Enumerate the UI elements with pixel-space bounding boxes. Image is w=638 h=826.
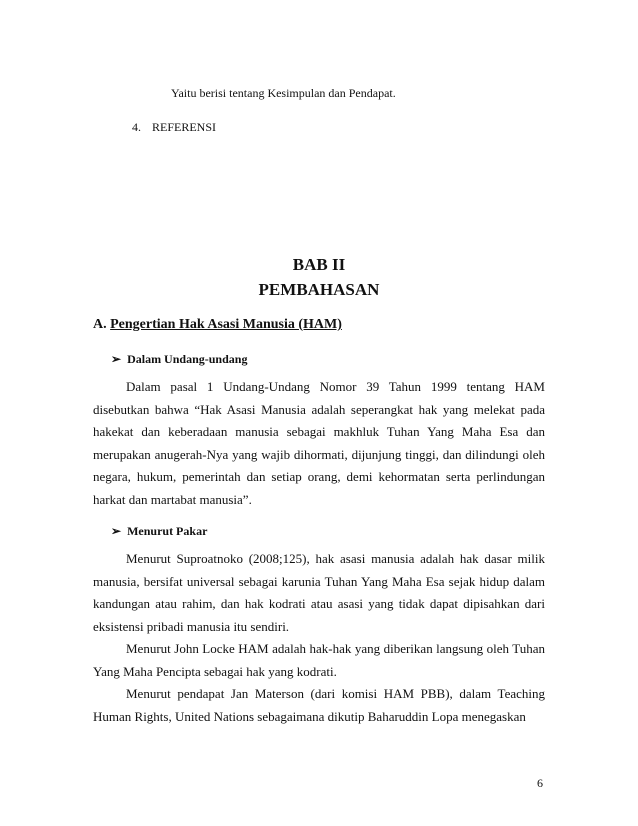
subsection-1-title: Dalam Undang-undang — [127, 352, 248, 366]
paragraph: Menurut pendapat Jan Materson (dari komisi HAM PBB), dalam Teaching Human Rights, United Nations sebagaimana dikutip Baharuddin Lopa menegaskan — [93, 686, 545, 724]
paragraph: Menurut John Locke HAM adalah hak-hak yang diberikan langsung oleh Tuhan Yang Maha Pencipta sebagai hak yang kodrati. — [93, 641, 545, 679]
section-a-title: Pengertian Hak Asasi Manusia (HAM) — [110, 317, 342, 332]
referensi-item — [132, 120, 216, 135]
subsection-2-heading — [111, 524, 207, 539]
section-a-prefix: A. — [93, 317, 111, 332]
section-a-heading — [93, 317, 342, 333]
referensi-number: 4. — [132, 120, 141, 134]
paragraph: Menurut Suproatnoko (2008;125), hak asasi manusia adalah hak dasar milik manusia, bersifat universal sebagai karunia Tuhan Yang Maha Esa sejak hidup dalam kandungan atau rahim, dan hak kodrati atau asasi yang tidak dapat dipisahkan dari eksistensi pribadi manusia itu sendiri. — [93, 551, 545, 634]
conclusion-line: Yaitu berisi tentang Kesimpulan dan Pendapat. — [171, 86, 396, 100]
chapter-title: BAB II — [292, 255, 346, 274]
subsection-1-heading — [111, 352, 247, 367]
bullet-arrow-icon: ➢ — [111, 352, 122, 366]
referensi-label: REFERENSI — [152, 120, 217, 134]
subsection-2-body — [93, 548, 545, 728]
paragraph: Dalam pasal 1 Undang-Undang Nomor 39 Tahun 1999 tentang HAM disebutkan bahwa “Hak Asasi Manusia adalah seperangkat hak yang melekat pada hakekat dan keberadaan manusia sebagai makhluk Tuhan Yang Maha Esa dan merupakan anugerah-Nya yang wajib dihormati, dijunjung tinggi, dan dilindungi oleh negara, hukum, pemerintah dan setiap orang, demi kehormatan serta perlindungan harkat dan martabat manusia”. — [93, 379, 545, 507]
subsection-2-title: Menurut Pakar — [127, 524, 208, 538]
chapter-subtitle: PEMBAHASAN — [258, 280, 380, 299]
bullet-arrow-icon: ➢ — [111, 524, 122, 538]
page-number: 6 — [537, 776, 543, 790]
subsection-1-body — [93, 376, 545, 511]
